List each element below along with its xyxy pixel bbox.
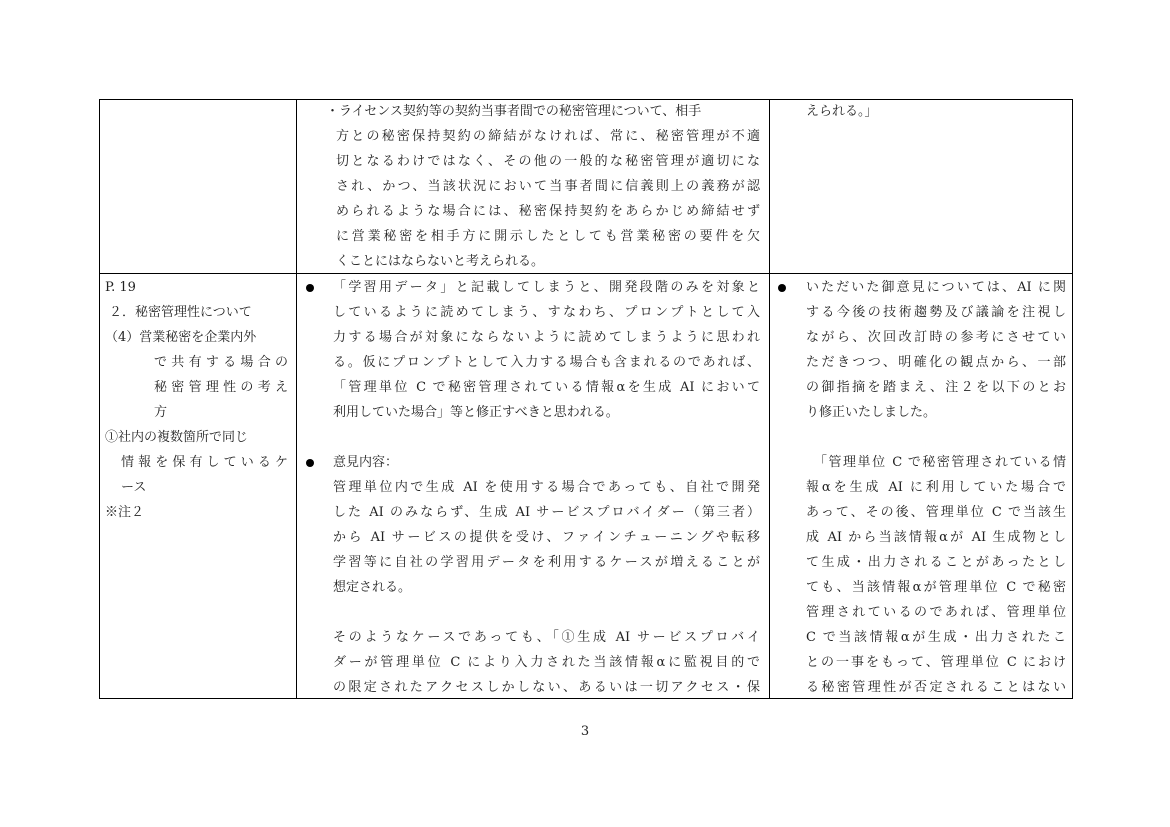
text-line: ダーが管理単位 C により入力された当該情報αに監視目的で [333,655,760,670]
note-reference: ※注２ [105,505,145,520]
text-line: しているように読めてしまう、すなわち、プロンプトとして入 [333,305,760,320]
text-line: 管理単位内で生成 AI を使用する場合であっても、自社で開発 [333,480,760,495]
section-heading: ２．秘密管理性について [109,305,252,320]
row-divider [100,273,1072,274]
column-divider [296,100,297,698]
text-line: 「管理単位 C で秘密管理されている情 [814,455,1066,470]
text-line: 利用していた場合」等と修正すべきと思われる。 [333,405,619,420]
text-line: そのようなケースであっても、「①生成 AI サービスプロバイ [333,630,760,645]
text-line: する今後の技術趨勢及び議論を注視し [806,305,1066,320]
text-line: る秘密管理性が否定されることはない [806,680,1066,695]
case-heading: ①社内の複数箇所で同じ [105,430,249,445]
page-reference: P. 19 [105,280,136,295]
text-line: した AI のみならず、生成 AI サービスプロバイダー（第三者） [333,505,760,520]
text-line: り修正いたしました。 [806,405,937,420]
subsection-heading: で共有する場合の [154,355,288,370]
text-line: えられる。」 [806,104,878,119]
text-line: 報αを生成 AI に利用していた場合で [806,480,1066,495]
text-line: て生成・出力されることがあったとし [806,555,1066,570]
case-heading: 情報を保有しているケ [121,455,288,470]
text-line: くことにはならないと考えられる。 [336,254,545,269]
text-line: 方との秘密保持契約の締結がなければ、常に、秘密管理が不適 [336,129,760,144]
case-heading: ース [121,480,147,495]
text-line: あって、その後、管理単位 C で当該生 [806,505,1066,520]
text-line: ながら、次回改訂時の参考にさせてい [806,330,1066,345]
subsection-heading: 方 [154,405,168,420]
text-line: に営業秘密を相手方に開示したとしても営業秘密の要件を欠 [336,229,760,244]
comment-table [99,99,1073,699]
text-line: る。仮にプロンプトとして入力する場合も含まれるのであれば、 [333,355,760,370]
text-line: いただいた御意見については、AI に関 [806,280,1066,295]
text-line: ても、当該情報αが管理単位 C で秘密 [806,580,1066,595]
opinion-label: 意見内容： [333,455,399,470]
text-line: 切となるわけではなく、その他の一般的な秘密管理が適切にな [336,154,760,169]
text-line: の限定されたアクセスしかしない、あるいは一切アクセス・保 [333,680,760,695]
text-line: C で当該情報αが生成・出力されたこ [806,630,1066,645]
bullet-icon [306,459,314,467]
text-line: され、かつ、当該状況において当事者間に信義則上の義務が認 [336,179,760,194]
text-line: 管理されているのであれば、管理単位 [806,605,1066,620]
text-line: との一事をもって、管理単位 C におけ [806,655,1066,670]
page-number: 3 [580,724,590,739]
bullet-icon [778,284,786,292]
text-line: から AI サービスの提供を受け、ファインチューニングや転移 [333,530,760,545]
text-line: 学習等に自社の学習用データを利用するケースが増えることが [333,555,760,570]
text-line: められるような場合には、秘密保持契約をあらかじめ締結せず [336,204,760,219]
subsection-heading: 秘密管理性の考え [154,380,288,395]
text-line: ただきつつ、明確化の観点から、一部 [806,355,1066,370]
text-line: 「学習用データ」と記載してしまうと、開発段階のみを対象と [333,280,760,295]
text-line: ・ライセンス契約等の契約当事者間での秘密管理について、相手 [326,104,702,119]
bullet-icon [306,284,314,292]
subsection-heading: （4）営業秘密を企業内外 [105,330,257,345]
text-line: 想定される。 [333,580,412,595]
text-line: 成 AI から当該情報αが AI 生成物とし [806,530,1066,545]
text-line: 力する場合が対象にならないように読めてしまうように思われ [333,330,760,345]
text-line: の御指摘を踏まえ、注２を以下のとお [806,380,1066,395]
column-divider [769,100,770,698]
text-line: 「管理単位 C で秘密管理されている情報αを生成 AI において [333,380,760,395]
